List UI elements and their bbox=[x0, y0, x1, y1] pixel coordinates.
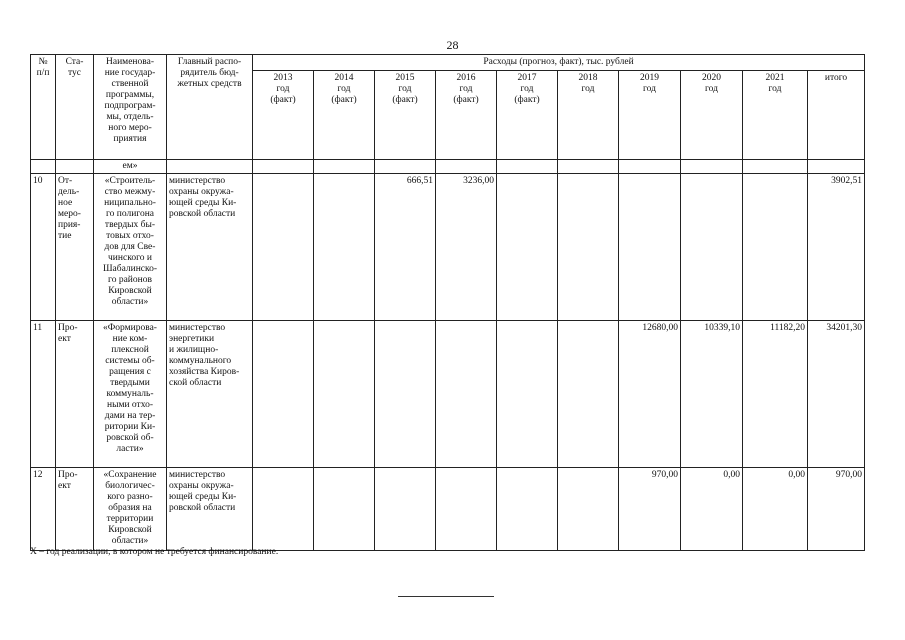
row-status: От- дель- ное меро- прия- тие bbox=[56, 174, 94, 321]
row-admin: министерство охраны окружа- ющей среды Ки- ровской области bbox=[167, 174, 253, 321]
row-value bbox=[253, 174, 314, 321]
row-value bbox=[314, 468, 375, 551]
row-value bbox=[558, 468, 619, 551]
header-year: 2021 год bbox=[743, 71, 808, 160]
table-row bbox=[31, 321, 865, 468]
row-value: 11182,20 bbox=[743, 321, 808, 468]
row-value: 0,00 bbox=[681, 468, 743, 551]
header-year: 2016 год (факт) bbox=[436, 71, 497, 160]
header-name: Наименова- ние государ- ственной программы, подпрограм- мы, отдель- ного меро- приятия bbox=[94, 55, 167, 160]
row-value bbox=[743, 174, 808, 321]
bottom-divider bbox=[398, 596, 494, 597]
row-name: «Строитель- ство межму- ниципально- го полигона твердых бы- товых отхо- дов для Све- чинского и Шабалинско- го районов Кировской области» bbox=[94, 174, 167, 321]
row-value bbox=[314, 174, 375, 321]
row-admin: министерство охраны окружа- ющей среды Ки- ровской области bbox=[167, 468, 253, 551]
row-total: 3902,51 bbox=[808, 174, 865, 321]
table-row bbox=[31, 174, 865, 321]
budget-table bbox=[30, 54, 865, 551]
row-total: 970,00 bbox=[808, 468, 865, 551]
row-value bbox=[253, 468, 314, 551]
header-name-continuation: ем» bbox=[94, 160, 167, 174]
header-total: итого bbox=[808, 71, 865, 160]
row-total: 34201,30 bbox=[808, 321, 865, 468]
row-value: 666,51 bbox=[375, 174, 436, 321]
row-admin: министерство энергетики и жилищно- коммунального хозяйства Киров- ской области bbox=[167, 321, 253, 468]
row-value: 12680,00 bbox=[619, 321, 681, 468]
row-num: 12 bbox=[31, 468, 56, 551]
row-value bbox=[558, 174, 619, 321]
row-value bbox=[497, 174, 558, 321]
row-value: 970,00 bbox=[619, 468, 681, 551]
row-value bbox=[314, 321, 375, 468]
row-value bbox=[253, 321, 314, 468]
row-value bbox=[436, 321, 497, 468]
header-status: Ста- тус bbox=[56, 55, 94, 160]
row-value: 0,00 bbox=[743, 468, 808, 551]
header-continuation-row bbox=[31, 160, 865, 174]
header-year: 2017 год (факт) bbox=[497, 71, 558, 160]
row-value bbox=[436, 468, 497, 551]
row-value bbox=[375, 321, 436, 468]
header-year: 2014 год (факт) bbox=[314, 71, 375, 160]
header-year: 2020 год bbox=[681, 71, 743, 160]
page-number: 28 bbox=[446, 38, 459, 52]
row-value bbox=[497, 321, 558, 468]
footnote: Х – год реализации, в котором не требуется финансирование. bbox=[30, 547, 279, 557]
row-value bbox=[619, 174, 681, 321]
row-status: Про- ект bbox=[56, 468, 94, 551]
row-value bbox=[497, 468, 558, 551]
header-year: 2015 год (факт) bbox=[375, 71, 436, 160]
row-num: 10 bbox=[31, 174, 56, 321]
row-value bbox=[558, 321, 619, 468]
row-status: Про- ект bbox=[56, 321, 94, 468]
header-expenses: Расходы (прогноз, факт), тыс. рублей bbox=[253, 55, 865, 71]
row-name: «Сохранение биологичес- кого разно- образия на территории Кировской области» bbox=[94, 468, 167, 551]
header-row-top bbox=[31, 55, 865, 71]
header-year: 2018 год bbox=[558, 71, 619, 160]
header-year: 2019 год bbox=[619, 71, 681, 160]
header-year: 2013 год (факт) bbox=[253, 71, 314, 160]
row-name: «Формирова- ние ком- плексной системы об- ращения с твердыми коммуналь- ными отхо- дами на тер- ритории Ки- ровской об- ласти» bbox=[94, 321, 167, 468]
header-num: № п/п bbox=[31, 55, 56, 160]
row-value bbox=[375, 468, 436, 551]
header-admin: Главный распо- рядитель бюд- жетных средств bbox=[167, 55, 253, 160]
table-row bbox=[31, 468, 865, 551]
row-value: 10339,10 bbox=[681, 321, 743, 468]
row-value: 3236,00 bbox=[436, 174, 497, 321]
row-num: 11 bbox=[31, 321, 56, 468]
row-value bbox=[681, 174, 743, 321]
